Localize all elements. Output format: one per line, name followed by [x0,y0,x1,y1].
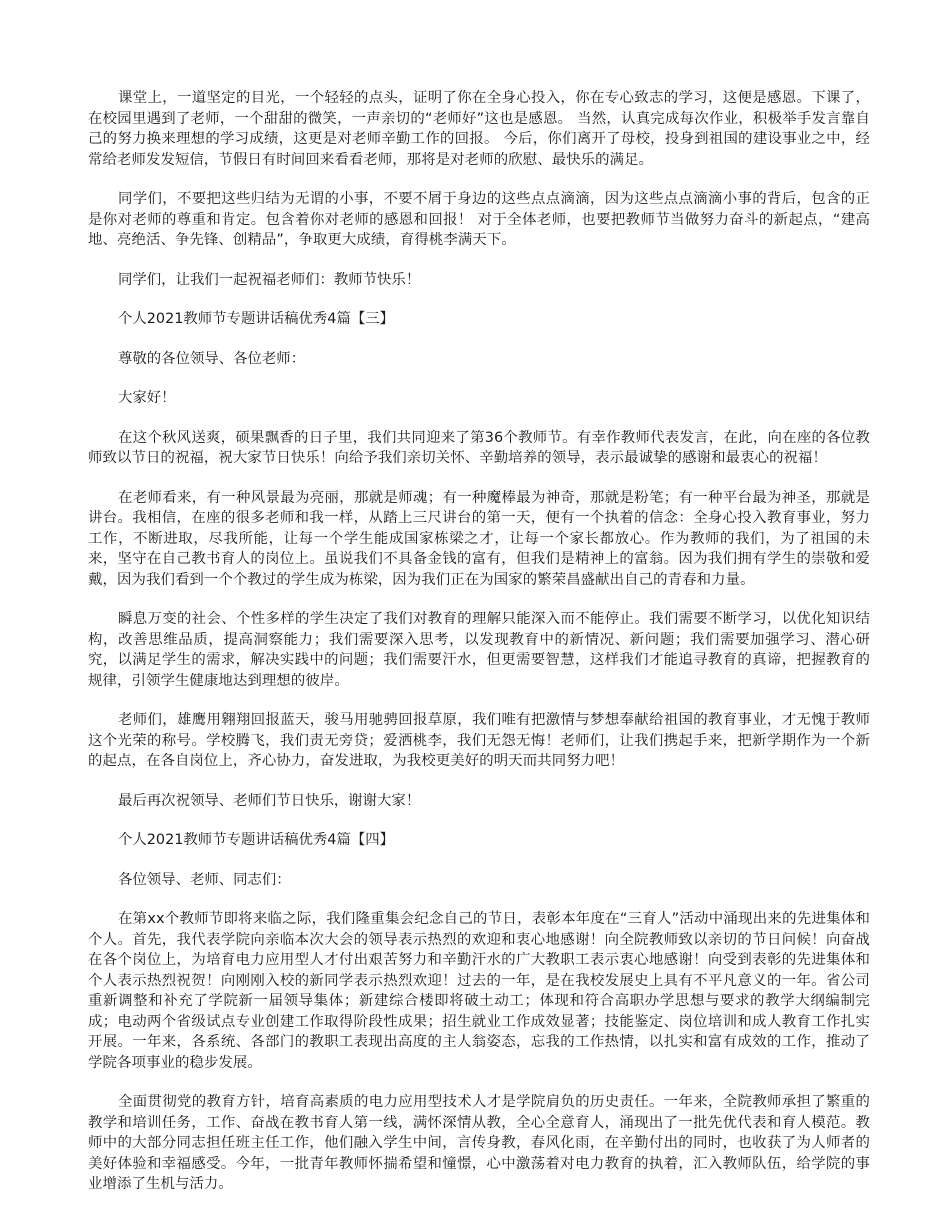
section-heading-three: 个人2021教师节专题讲话稿优秀4篇【三】 [118,311,395,327]
salutation-three: 尊敬的各位领导、各位老师： [118,350,306,367]
paragraph-gratitude: 课堂上，一道坚定的目光，一个轻轻的点头，证明了你在全身心投入，你在专心致志的学习，这便是感恩。下课了，在校园里遇到了老师，一个甜甜的微笑，一声亲切的“老师好”这也是感恩。 当然，认真完成每次作业，积极举手发言靠自己的努力换来理想的学习成绩，这更是对老师辛勤工作的回报。 今后，你们离开了母校，投身到祖国的建设事业之中，经常给老师发发短信，节假日有时间回来看看老师，那将是对老师的欣慰、最快乐的满足。 [88,90,870,168]
paragraph-teachers-call: 老师们，雄鹰用翱翔回报蓝天，骏马用驰骋回报草原，我们唯有把激情与梦想奉献给祖国的教育事业，才无愧于教师这个光荣的称号。学校腾飞，我们责无旁贷；爱洒桃李，我们无怨无悔！老师们，让我们携起手来，把新学期作为一个新的起点，在各自岗位上，齐心协力，奋发进取，为我校更美好的明天而共同努力吧！ [88,712,870,769]
section-heading-four: 个人2021教师节专题讲话稿优秀4篇【四】 [118,832,395,848]
paragraph-policy: 全面贯彻党的教育方针，培育高素质的电力应用型技术人才是学院肩负的历史责任。一年来，全院教师承担了繁重的教学和培训任务，工作、奋战在教书育人第一线，满怀深情从教，全心全意育人，涌现出了一批先优代表和育人模范。教师中的大部分同志担任班主任工作，他们融入学生中间，言传身教，春风化雨，在辛勤付出的同时，也收获了为人师者的美好体验和幸福感受。今年，一批青年教师怀揣希望和憧憬，心中激荡着对电力教育的执着，汇入教师队伍，给学院的事业增添了生机与活力。 [88,1094,870,1192]
document-body [88,88,870,1214]
paragraph-autumn: 在这个秋风送爽，硕果飘香的日子里，我们共同迎来了第36个教师节。有幸作教师代表发言，在此，向在座的各位教师致以节日的祝福，祝大家节日快乐！向给予我们亲切关怀、辛勤培养的领导，表示最诚挚的感谢和最衷心的祝福！ [88,429,870,466]
paragraph-closing: 最后再次祝领导、老师们节日快乐，谢谢大家！ [118,792,421,809]
paragraph-ceremony: 在第xx个教师节即将来临之际，我们隆重集会纪念自己的节日，表彰本年度在“三育人”活动中涌现出来的先进集体和个人。首先，我代表学院向亲临本次大会的领导表示热烈的欢迎和衷心地感谢！向全院教师致以亲切的节日问候！向奋战在各个岗位上，为培育电力应用型人才付出艰苦努力和辛勤汗水的广大教职工表示衷心地感谢！向受到表彰的先进集体和个人表示热烈祝贺！向刚刚入校的新同学表示热烈欢迎！过去的一年，是在我校发展史上具有不平凡意义的一年。省公司重新调整和补充了学院新一届领导集体；新建综合楼即将破土动工；体现和符合高职办学思想与要求的教学大纲编制完成；电动两个省级试点专业创建工作取得阶段性成果；招生就业工作成效显著；技能鉴定、岗位培训和成人教育工作扎实开展。一年来，各系统、各部门的教职工表现出高度的主人翁姿态，忘我的工作热情，以扎实和富有成效的工作，推动了学院各项事业的稳步发展。 [88,911,870,1071]
salutation-four: 各位领导、老师、同志们： [118,871,291,888]
paragraph-blessing: 同学们，让我们一起祝福老师们：教师节快乐！ [118,271,421,288]
paragraph-society: 瞬息万变的社会、个性多样的学生决定了我们对教育的理解只能深入而不能停止。我们需要不断学习，以优化知识结构，改善思维品质，提高洞察能力；我们需要深入思考，以发现教育中的新情况、新问题；我们需要加强学习、潜心研究，以满足学生的需求，解决实践中的问题；我们需要汗水，但更需要智慧，这样我们才能追寻教育的真谛，把握教育的规律，引领学生健康地达到理想的彼岸。 [88,611,870,689]
paragraph-respect: 同学们，不要把这些归结为无谓的小事，不要不屑于身边的这些点点滴滴，因为这些点点滴滴小事的背后，包含的正是你对老师的尊重和肯定。包含着你对老师的感恩和回报！ 对于全体老师，也要把教师节当做努力奋斗的新起点，“建高地、亮绝活、争先锋、创精品”，争取更大成绩，育得桃李满天下。 [88,191,870,248]
paragraph-teacher-view: 在老师看来，有一种风景最为亮丽，那就是师魂；有一种魔棒最为神奇，那就是粉笔；有一种平台最为神圣，那就是讲台。我相信，在座的很多老师和我一样，从踏上三尺讲台的第一天，便有一个执着的信念：全身心投入教育事业，努力工作，不断进取，尽我所能，让每一个学生能成国家栋梁之才，让每一个家长都放心。作为教师的我们，为了祖国的未来，坚守在自己教书育人的岗位上。虽说我们不具备金钱的富有，但我们是精神上的富翁。因为我们拥有学生的崇敬和爱戴，因为我们看到一个个教过的学生成为栋梁，因为我们正在为国家的繁荣昌盛献出自己的青春和力量。 [88,489,870,588]
greeting-three: 大家好！ [118,390,176,406]
